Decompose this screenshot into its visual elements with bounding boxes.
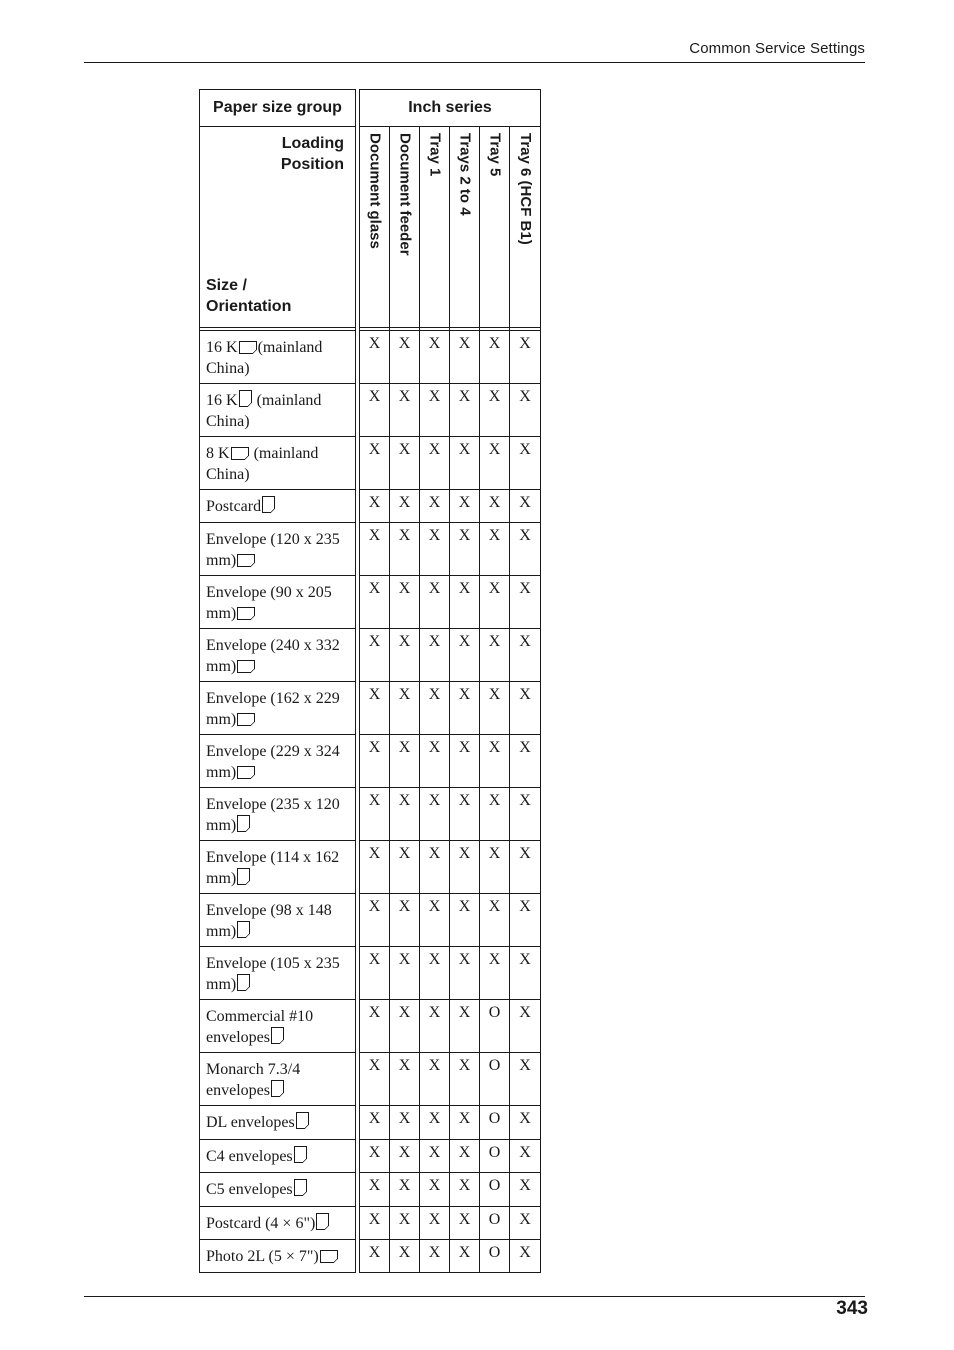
support-cell: X (390, 1106, 420, 1140)
support-cell: X (390, 629, 420, 682)
paper-size-label: Postcard (4 × 6") (206, 1215, 316, 1232)
table-row (200, 841, 541, 894)
paper-size-label: 16 K (206, 339, 238, 356)
support-cell: X (360, 437, 390, 490)
size-orientation-cell (200, 1053, 356, 1106)
support-cell: O (480, 1000, 510, 1053)
short-edge-feed-icon (271, 1027, 284, 1044)
long-edge-feed-icon (237, 713, 255, 726)
support-cell: X (510, 894, 541, 947)
long-edge-feed-icon (237, 766, 255, 779)
long-edge-feed-icon (231, 447, 249, 460)
paper-size-group-header: Paper size group (200, 90, 356, 127)
column-header (510, 127, 541, 328)
support-cell: X (360, 735, 390, 788)
paper-size-label: Monarch 7.3/4 envelopes (206, 1061, 301, 1099)
support-cell: X (510, 1207, 541, 1240)
support-cell: X (450, 1106, 480, 1140)
support-cell: X (420, 1240, 450, 1273)
support-cell: X (510, 523, 541, 576)
support-cell: X (360, 1053, 390, 1106)
table-row (200, 1173, 541, 1207)
table-row (200, 331, 541, 384)
support-cell: X (390, 1053, 420, 1106)
short-edge-feed-icon (239, 390, 252, 407)
size-orientation-cell (200, 1000, 356, 1053)
support-cell: X (420, 1106, 450, 1140)
page-header-title: Common Service Settings (689, 40, 865, 57)
support-cell: X (450, 331, 480, 384)
size-orientation-cell (200, 1207, 356, 1240)
support-cell: X (420, 629, 450, 682)
size-orientation-cell (200, 894, 356, 947)
support-cell: X (360, 1207, 390, 1240)
size-orientation-cell (200, 1106, 356, 1140)
short-edge-feed-icon (296, 1112, 309, 1129)
size-orientation-cell (200, 788, 356, 841)
paper-size-label: Envelope (98 x 148 mm) (206, 902, 332, 940)
size-orientation-cell (200, 1140, 356, 1173)
support-cell: X (450, 384, 480, 437)
support-cell: X (480, 894, 510, 947)
support-cell: X (510, 947, 541, 1000)
column-header-label: Tray 1 (426, 133, 444, 177)
support-cell: X (450, 490, 480, 523)
support-cell: X (420, 576, 450, 629)
support-cell: X (360, 1140, 390, 1173)
support-cell: X (510, 735, 541, 788)
header-divider (84, 62, 865, 63)
support-cell: X (450, 1000, 480, 1053)
corner-header-cell (200, 127, 356, 328)
support-cell: X (450, 1053, 480, 1106)
support-cell: X (390, 1140, 420, 1173)
size-orientation-cell (200, 437, 356, 490)
support-cell: X (450, 629, 480, 682)
support-cell: X (390, 1000, 420, 1053)
table-row (200, 576, 541, 629)
support-cell: X (420, 947, 450, 1000)
column-header-label: Tray 6 (HCF B1) (517, 133, 535, 245)
table-row (200, 682, 541, 735)
paper-size-label: Photo 2L (5 × 7") (206, 1248, 319, 1265)
support-cell: X (450, 735, 480, 788)
column-header-label: Document glass (366, 133, 384, 249)
support-cell: X (480, 788, 510, 841)
long-edge-feed-icon (237, 607, 255, 620)
support-cell: X (360, 682, 390, 735)
support-cell: X (510, 1140, 541, 1173)
size-orientation-cell (200, 1240, 356, 1273)
paper-size-label: Postcard (206, 498, 262, 515)
support-cell: X (390, 384, 420, 437)
support-cell: X (360, 1106, 390, 1140)
size-orientation-cell (200, 947, 356, 1000)
support-cell: X (450, 841, 480, 894)
support-cell: X (420, 490, 450, 523)
support-cell: O (480, 1207, 510, 1240)
size-orientation-cell (200, 841, 356, 894)
support-cell: X (360, 331, 390, 384)
support-cell: X (480, 735, 510, 788)
column-header-label: Tray 5 (486, 133, 504, 177)
support-cell: X (480, 682, 510, 735)
support-cell: O (480, 1240, 510, 1273)
support-cell: X (390, 841, 420, 894)
support-cell: X (420, 384, 450, 437)
support-cell: X (390, 523, 420, 576)
long-edge-feed-icon (239, 341, 257, 354)
short-edge-feed-icon (271, 1080, 284, 1097)
support-cell: X (390, 437, 420, 490)
paper-size-label: Envelope (229 x 324 mm) (206, 743, 340, 781)
inch-series-header: Inch series (360, 90, 541, 127)
support-cell: X (510, 841, 541, 894)
support-cell: X (510, 1106, 541, 1140)
support-cell: X (480, 629, 510, 682)
size-orientation-label: Size / Orientation (206, 277, 292, 315)
support-cell: X (360, 1000, 390, 1053)
short-edge-feed-icon (294, 1146, 307, 1163)
support-cell: X (480, 331, 510, 384)
support-cell: X (390, 682, 420, 735)
table-row (200, 947, 541, 1000)
table-row (200, 629, 541, 682)
paper-size-table (199, 89, 541, 1273)
support-cell: X (420, 841, 450, 894)
paper-size-label: Envelope (162 x 229 mm) (206, 690, 340, 728)
support-cell: X (390, 894, 420, 947)
support-cell: X (480, 841, 510, 894)
support-cell: X (480, 947, 510, 1000)
support-cell: X (420, 788, 450, 841)
support-cell: X (510, 1240, 541, 1273)
paper-size-label: C5 envelopes (206, 1181, 293, 1198)
table-row (200, 437, 541, 490)
table-row (200, 1000, 541, 1053)
short-edge-feed-icon (237, 815, 250, 832)
support-cell: X (420, 1173, 450, 1207)
support-cell: X (360, 490, 390, 523)
support-cell: X (390, 576, 420, 629)
support-cell: X (390, 331, 420, 384)
support-cell: X (360, 841, 390, 894)
table-row (200, 894, 541, 947)
paper-size-suffix: (mainland China) (206, 392, 322, 430)
support-cell: X (390, 490, 420, 523)
support-cell: X (360, 629, 390, 682)
size-orientation-cell (200, 523, 356, 576)
support-cell: X (420, 1053, 450, 1106)
short-edge-feed-icon (237, 868, 250, 885)
paper-size-label: Envelope (240 x 332 mm) (206, 637, 340, 675)
support-cell: X (480, 384, 510, 437)
paper-size-suffix: (mainland China) (206, 445, 319, 483)
table-row (200, 490, 541, 523)
table-row (200, 384, 541, 437)
support-cell: X (510, 788, 541, 841)
paper-size-label: Commercial #10 envelopes (206, 1008, 314, 1046)
table-row (200, 523, 541, 576)
size-orientation-cell (200, 331, 356, 384)
support-cell: X (510, 1000, 541, 1053)
support-cell: X (360, 788, 390, 841)
paper-size-suffix: (mainland China) (206, 339, 323, 377)
table-row (200, 735, 541, 788)
support-cell: O (480, 1053, 510, 1106)
support-cell: X (420, 1140, 450, 1173)
support-cell: X (450, 1240, 480, 1273)
support-cell: X (450, 1140, 480, 1173)
support-cell: X (450, 894, 480, 947)
paper-size-label: C4 envelopes (206, 1148, 293, 1165)
column-header-label: Document feeder (396, 133, 414, 256)
long-edge-feed-icon (320, 1250, 338, 1263)
paper-size-label: Envelope (105 x 235 mm) (206, 955, 340, 993)
support-cell: X (450, 437, 480, 490)
long-edge-feed-icon (237, 660, 255, 673)
short-edge-feed-icon (294, 1179, 307, 1196)
size-orientation-cell (200, 576, 356, 629)
paper-size-label: Envelope (120 x 235 mm) (206, 531, 340, 569)
support-cell: X (360, 384, 390, 437)
short-edge-feed-icon (237, 974, 250, 991)
support-cell: X (360, 1240, 390, 1273)
support-cell: X (510, 1053, 541, 1106)
column-header (480, 127, 510, 328)
short-edge-feed-icon (237, 921, 250, 938)
short-edge-feed-icon (262, 496, 275, 513)
table-row (200, 1106, 541, 1140)
support-cell: X (510, 629, 541, 682)
table-row (200, 1207, 541, 1240)
column-header (450, 127, 480, 328)
support-cell: X (510, 437, 541, 490)
paper-size-label: Envelope (235 x 120 mm) (206, 796, 340, 834)
support-cell: X (450, 788, 480, 841)
support-cell: X (360, 523, 390, 576)
support-cell: X (420, 437, 450, 490)
support-cell: X (420, 735, 450, 788)
paper-size-label: Envelope (90 x 205 mm) (206, 584, 332, 622)
size-orientation-cell (200, 629, 356, 682)
support-cell: X (360, 894, 390, 947)
short-edge-feed-icon (316, 1213, 329, 1230)
support-cell: X (360, 947, 390, 1000)
column-header (420, 127, 450, 328)
table-row (200, 1140, 541, 1173)
support-cell: O (480, 1140, 510, 1173)
support-cell: X (510, 682, 541, 735)
support-cell: X (390, 788, 420, 841)
column-header (390, 127, 420, 328)
support-cell: X (510, 331, 541, 384)
support-cell: X (480, 490, 510, 523)
support-cell: X (480, 437, 510, 490)
support-cell: O (480, 1173, 510, 1207)
support-cell: X (360, 1173, 390, 1207)
table-row (200, 1240, 541, 1273)
support-cell: O (480, 1106, 510, 1140)
support-cell: X (450, 682, 480, 735)
support-cell: X (450, 947, 480, 1000)
support-cell: X (420, 523, 450, 576)
support-cell: X (450, 1207, 480, 1240)
support-cell: X (450, 523, 480, 576)
paper-size-label: 8 K (206, 445, 230, 462)
paper-size-label: Envelope (114 x 162 mm) (206, 849, 340, 887)
support-cell: X (420, 1000, 450, 1053)
support-cell: X (450, 1173, 480, 1207)
support-cell: X (390, 1207, 420, 1240)
page-number: 343 (836, 1298, 868, 1319)
table-row (200, 1053, 541, 1106)
support-cell: X (510, 1173, 541, 1207)
support-cell: X (480, 576, 510, 629)
size-orientation-cell (200, 1173, 356, 1207)
support-cell: X (390, 1240, 420, 1273)
size-orientation-cell (200, 490, 356, 523)
paper-size-label: DL envelopes (206, 1114, 295, 1131)
size-orientation-cell (200, 735, 356, 788)
support-cell: X (450, 576, 480, 629)
footer-divider (84, 1296, 865, 1297)
size-orientation-cell (200, 384, 356, 437)
size-orientation-cell (200, 682, 356, 735)
support-cell: X (420, 1207, 450, 1240)
support-cell: X (420, 331, 450, 384)
support-cell: X (360, 576, 390, 629)
support-cell: X (420, 682, 450, 735)
support-cell: X (390, 947, 420, 1000)
table-row (200, 788, 541, 841)
long-edge-feed-icon (237, 554, 255, 567)
support-cell: X (390, 1173, 420, 1207)
support-cell: X (390, 735, 420, 788)
support-cell: X (480, 523, 510, 576)
support-cell: X (510, 384, 541, 437)
support-cell: X (510, 490, 541, 523)
support-cell: X (510, 576, 541, 629)
column-header (360, 127, 390, 328)
support-cell: X (420, 894, 450, 947)
paper-size-label: 16 K (206, 392, 238, 409)
loading-position-label: Loading Position (280, 135, 344, 173)
column-header-label: Trays 2 to 4 (456, 133, 474, 216)
